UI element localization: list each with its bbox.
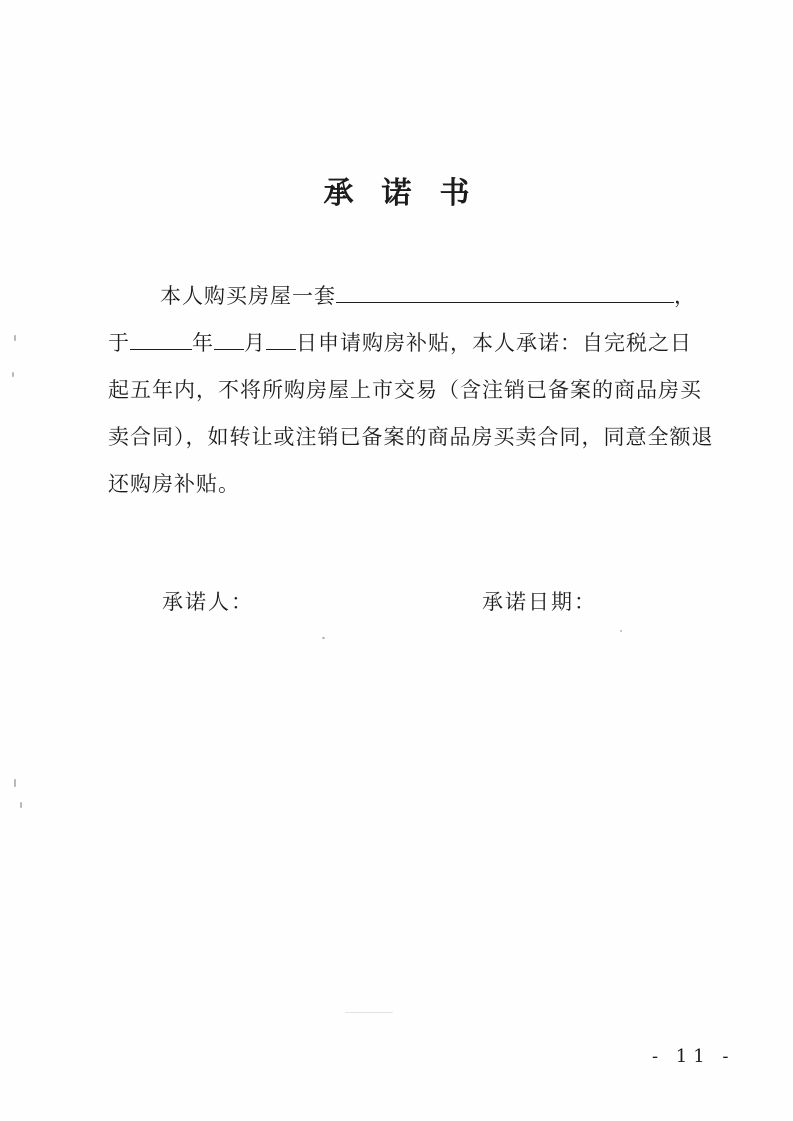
scan-speck — [20, 802, 22, 808]
body-line-5: 还购房补贴。 — [108, 472, 240, 496]
promisor-label: 承诺人： — [162, 590, 254, 614]
day-blank — [266, 329, 296, 350]
document-title: 承诺书 — [323, 176, 498, 211]
scan-speck — [620, 630, 622, 632]
scan-speck — [12, 372, 14, 377]
page-number: - 11 - — [652, 1046, 735, 1067]
promise-date-label: 承诺日期： — [482, 590, 597, 614]
body-line-4: 卖合同），如转让或注销已备案的商品房买卖合同，同意全额退 — [108, 425, 714, 449]
line2-rest: 日申请购房补贴，本人承诺：自完税之日 — [296, 331, 692, 355]
property-address-blank — [336, 282, 674, 303]
body-line-3: 起五年内，不将所购房屋上市交易（含注销已备案的商品房买 — [108, 378, 702, 402]
purchase-statement: 本人购买房屋一套 — [160, 284, 336, 308]
body-line-1 — [160, 280, 696, 310]
line1-comma: ， — [674, 284, 696, 308]
scan-speck — [322, 637, 325, 639]
month-label: 月 — [244, 331, 266, 355]
scan-speck — [14, 335, 16, 341]
year-label: 年 — [192, 331, 214, 355]
body-line-2 — [108, 327, 692, 357]
year-blank — [130, 329, 192, 350]
scan-speck — [14, 779, 16, 787]
scan-speck — [345, 1012, 393, 1013]
month-blank — [214, 329, 244, 350]
date-prefix: 于 — [108, 331, 130, 355]
